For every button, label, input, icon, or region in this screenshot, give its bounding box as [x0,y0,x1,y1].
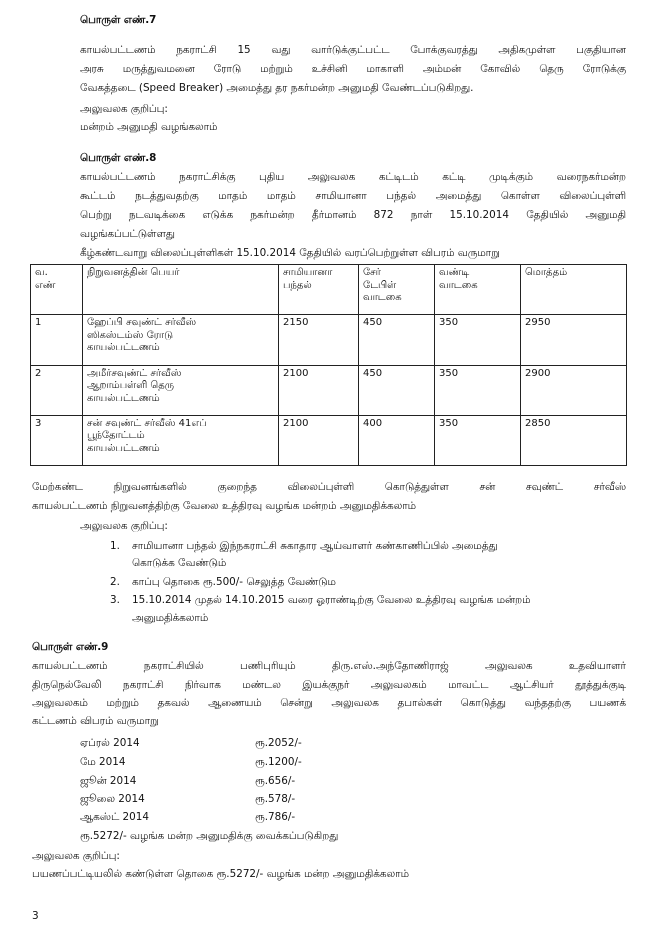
expense-month: ஏப்ரல் 2014 [80,737,140,749]
item8-body-line: கூட்டம் நடத்துவதற்கு மாதம் மாதம் சாமியானா பந்தல் அமைத்து கொள்ள விலைப்புள்ளி [80,190,626,202]
table-cell: 2950 [521,315,627,365]
table-cell: 2850 [521,415,627,465]
item8-table-intro: கீழ்கண்டவாறு விலைப்புள்ளிகள் 15.10.2014 தேதியில் வரப்பெற்றுள்ள விபரம் வருமாறு [80,247,500,259]
item8-note-item: 1. சாமியானா பந்தல் இந்நகராட்சி சுகாதார ஆய்வாளர் கண்காணிப்பில் அமைத்து [110,540,498,552]
item8-body-line: வழங்கப்பட்டுள்ளது [80,228,175,240]
table-cell: 350 [435,365,521,415]
item8-note-item-cont: கொடுக்க வேண்டும் [132,557,227,569]
table-cell: 350 [435,415,521,465]
item8-note-item-cont: அனுமதிக்கலாம் [132,612,209,624]
expense-month: மே 2014 [80,756,126,768]
table-cell: ஹேப்பி சவுண்ட் சர்வீஸ் ஸிகஸ்டம்ஸ் ரோடு காயல்பட்டணம் [83,315,279,365]
table-header-row [31,265,627,315]
expense-month: ஆகஸ்ட் 2014 [80,811,149,823]
table-header-cell: சேர் டேபிள் வாடகை [359,265,435,315]
item9-note-label: அலுவலக குறிப்பு: [32,850,120,862]
item8-note-label: அலுவலக குறிப்பு: [80,520,168,532]
table-cell: 450 [359,365,435,415]
item8-body-line: பெற்று நடவடிக்கை எடுக்க நகர்மன்ற தீர்மானம் 872 நாள் 15.10.2014 தேதியில் அனுமதி [80,209,626,221]
table-cell: 350 [435,315,521,365]
item9-body-line: காயல்பட்டணம் நகராட்சியில் பணிபுரியும் திரு.எஸ்.அந்தோணிராஜ் அலுவலக உதவியாளர் [32,660,626,672]
expense-amount: ரூ.786/- [255,811,296,823]
table-cell: 2100 [279,365,359,415]
table-cell: 2150 [279,315,359,365]
quotation-table [30,264,627,466]
table-cell: 2100 [279,415,359,465]
item7-heading: பொருள் எண்.7 [80,14,157,26]
item7-body-line: காயல்பட்டணம் நகராட்சி 15 வது வார்டுக்குட்பட்ட போக்குவரத்து அதிகமுள்ள பகுதியான [80,44,626,56]
table-header-cell: நிறுவனத்தின் பெயர் [83,265,279,315]
item8-summary-line: காயல்பட்டணம் நிறுவனத்திற்கு வேலை உத்திரவு வழங்க மன்றம் அனுமதிக்கலாம் [32,500,417,512]
page-number: 3 [32,910,39,922]
table-header-cell: சாமியானா பந்தல் [279,265,359,315]
table-row [31,415,627,465]
expense-amount: ரூ.656/- [255,775,296,787]
item8-note-item: 3. 15.10.2014 முதல் 14.10.2015 வரை ஓராண்டிற்கு வேலை உத்திரவு வழங்க மன்றம் [110,594,531,606]
expense-amount: ரூ.1200/- [255,756,302,768]
table-cell: 2 [31,365,83,415]
item7-note-label: அலுவலக குறிப்பு: [80,103,168,115]
item9-note-text: பயணப்பட்டியலில் கண்டுள்ள தொகை ரூ.5272/- வழங்க மன்ற அனுமதிக்கலாம் [32,868,409,880]
expense-amount: ரூ.578/- [255,793,296,805]
item9-body-line: திருநெல்வேலி நகராட்சி நிர்வாக மண்டல இயக்குநர் அலுவலகம் மாவட்ட ஆட்சியர் தூத்துக்குடி [32,679,626,691]
table-cell: சன் சவுண்ட் சர்வீஸ் 41எப் பூந்தோட்டம் காயல்பட்டணம் [83,415,279,465]
item9-body-line: அலுவலகம் மற்றும் தகவல் ஆணையம் சென்று அலுவலக தபால்கள் கொடுத்து வந்ததற்கு பயணக் [32,697,626,709]
table-cell: அமீர்சவுண்ட் சர்வீஸ் ஆறாம்பள்ளி தெரு காயல்பட்டணம் [83,365,279,415]
item9-heading: பொருள் எண்.9 [32,641,109,653]
item8-heading: பொருள் எண்.8 [80,152,157,164]
table-header-cell: வ. எண் [31,265,83,315]
expense-month: ஜூன் 2014 [80,775,137,787]
expense-month: ஜூலை 2014 [80,793,145,805]
table-cell: 2900 [521,365,627,415]
table-row [31,315,627,365]
table-header-cell: வண்டி வாடகை [435,265,521,315]
expense-amount: ரூ.2052/- [255,737,302,749]
item7-body-line: வேகத்தடை (Speed Breaker) அமைத்து தர நகர்மன்ற அனுமதி வேண்டப்படுகிறது. [80,82,474,94]
table-cell: 400 [359,415,435,465]
item8-body-line: காயல்பட்டணம் நகராட்சிக்கு புதிய அலுவலக கட்டிடம் கட்டி முடிக்கும் வரைநகர்மன்ற [80,171,626,183]
item8-note-item: 2. காப்பு தொகை ரூ.500/- செலுத்த வேண்டும [110,576,336,588]
table-header-cell: மொத்தம் [521,265,627,315]
item8-summary-line: மேற்கண்ட நிறுவனங்களில் குறைந்த விலைப்புள்ளி கொடுத்துள்ள சன் சவுண்ட் சர்வீஸ் [32,481,626,493]
table-cell: 3 [31,415,83,465]
item7-note-text: மன்றம் அனுமதி வழங்கலாம் [80,121,218,133]
table-row [31,365,627,415]
item7-body-line: அரசு மருத்துவமனை ரோடு மற்றும் உச்சினி மாகாளி அம்மன் கோவில் தெரு ரோடுக்கு [80,63,626,75]
table-cell: 1 [31,315,83,365]
item9-total-line: ரூ.5272/- வழங்க மன்ற அனுமதிக்கு வைக்கப்படுகிறது [80,830,339,842]
item9-body-line: கட்டணம் விபரம் வருமாறு [32,715,159,727]
table-cell: 450 [359,315,435,365]
